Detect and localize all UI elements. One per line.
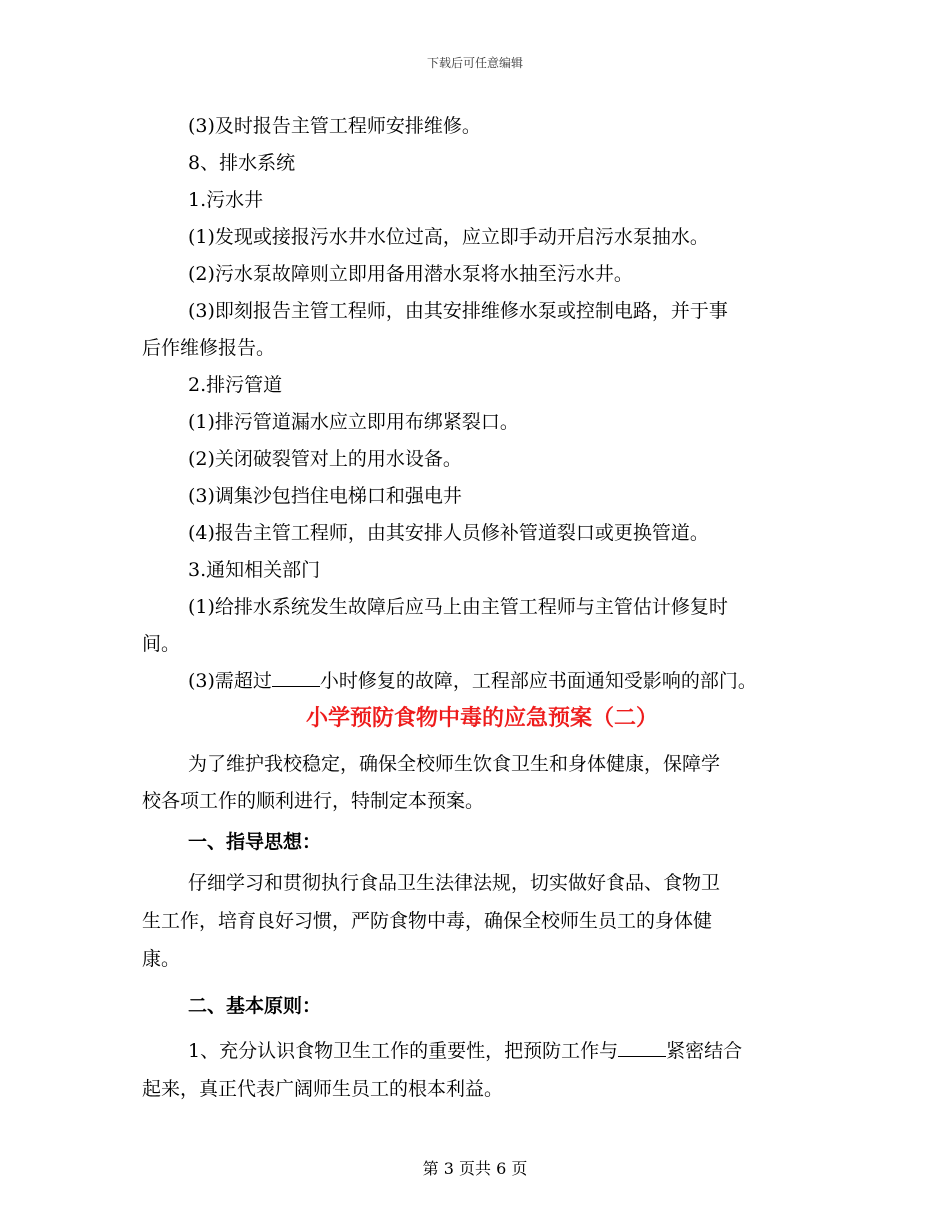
text-line-l7: 2.排污管道 (188, 374, 283, 396)
text-line-l3: 1.污水井 (188, 189, 264, 211)
text-line-l1: (3)及时报告主管工程师安排维修。 (188, 115, 481, 137)
text-line-l13a: (1)给排水系统发生故障后应马上由主管工程师与主管估计修复时 (188, 596, 728, 618)
text-line-l6b: 后作维修报告。 (142, 337, 276, 359)
text-line-l12: 3.通知相关部门 (188, 559, 321, 581)
text-line-l10: (3)调集沙包挡住电梯口和强电井 (188, 485, 462, 507)
principle-line-1: 1、充分认识食物卫生工作的重要性，把预防工作与 紧密结合 (188, 1040, 743, 1062)
page-header: 下载后可任意编辑 (426, 56, 523, 70)
text-line-l6a: (3)即刻报告主管工程师，由其安排维修水泵或控制电路，并于事 (188, 300, 728, 322)
text-line-l9: (2)关闭破裂管对上的用水设备。 (188, 448, 462, 470)
heading-basic-principles: 二、基本原则： (188, 995, 322, 1017)
intro-line-1: 为了维护我校稳定，确保全校师生饮食卫生和身体健康，保障学 (188, 753, 721, 775)
guiding-line-3: 康。 (142, 948, 181, 970)
document-body (142, 108, 822, 1108)
fill-blank (618, 1038, 666, 1057)
text-line-l2: 8、排水系统 (188, 152, 296, 174)
text-line-l5: (2)污水泵故障则立即用备用潜水泵将水抽至污水井。 (188, 263, 633, 285)
heading-guiding-thought: 一、指导思想： (188, 831, 322, 853)
text-line-l13b: 间。 (142, 633, 181, 655)
text-line-l4: (1)发现或接报污水井水位过高，应立即手动开启污水泵抽水。 (188, 226, 709, 248)
page-footer: 第 3 页共 6 页 (422, 1159, 528, 1178)
guiding-line-1: 仔细学习和贯彻执行食品卫生法律法规，切实做好食品、食物卫 (188, 872, 721, 894)
fill-blank (272, 668, 320, 687)
text-line-l8: (1)排污管道漏水应立即用布绑紧裂口。 (188, 411, 519, 433)
repair-notice-line: (3)需超过 小时修复的故障，工程部应书面通知受影响的部门。 (188, 670, 757, 692)
principle-line-2: 起来，真正代表广阔师生员工的根本利益。 (142, 1078, 504, 1100)
guiding-line-2: 生工作，培育良好习惯，严防食物中毒，确保全校师生员工的身体健 (142, 910, 713, 932)
intro-line-2: 校各项工作的顺利进行，特制定本预案。 (142, 790, 485, 812)
text-line-l11: (4)报告主管工程师，由其安排人员修补管道裂口或更换管道。 (188, 522, 709, 544)
drainage-section (142, 108, 822, 663)
section-title: 小学预防食物中毒的应急预案（二） (305, 705, 658, 731)
